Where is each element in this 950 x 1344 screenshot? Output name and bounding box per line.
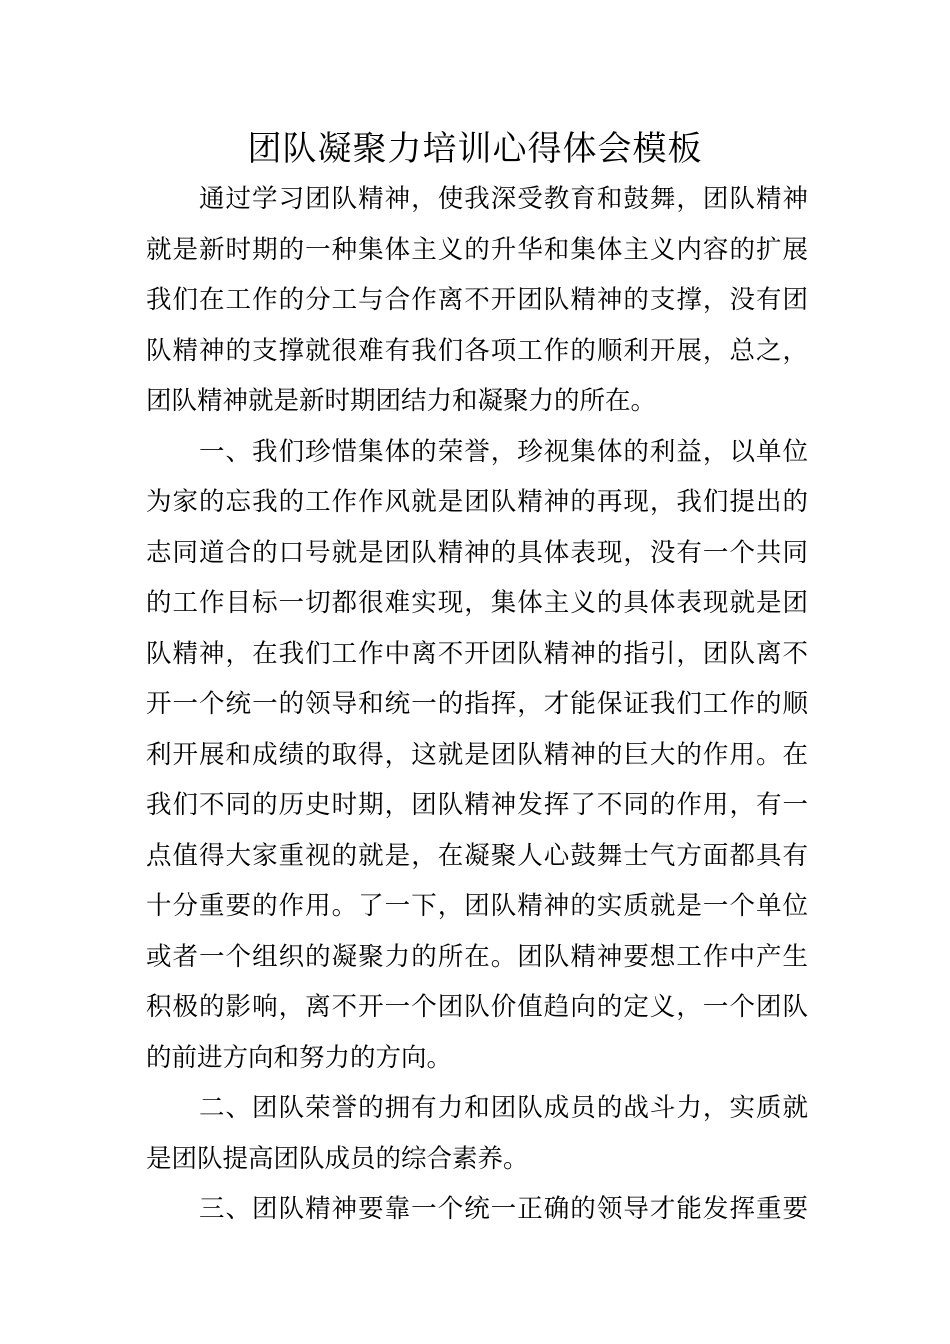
paragraph-line: 通过学习团队精神，使我深受教育和鼓舞，团队精神 xyxy=(199,184,808,214)
paragraph-line: 或者一个组织的凝聚力的所在。团队精神要想工作中产生 xyxy=(146,941,808,972)
paragraph-line: 为家的忘我的工作作风就是团队精神的再现，我们提出的 xyxy=(146,487,808,517)
paragraph-line: 我们不同的历史时期，团队精神发挥了不同的作用，有一 xyxy=(146,790,808,820)
paragraph-line: 志同道合的口号就是团队精神的具体表现，没有一个共同 xyxy=(146,537,808,568)
paragraph-line: 积极的影响，离不开一个团队价值趋向的定义，一个团队 xyxy=(146,992,808,1022)
paragraph-line: 利开展和成绩的取得，这就是团队精神的巨大的作用。在 xyxy=(146,739,808,770)
paragraph-line: 队精神，在我们工作中离不开团队精神的指引，团队离不 xyxy=(146,638,808,669)
paragraph-line: 一、我们珍惜集体的荣誉，珍视集体的利益，以单位 xyxy=(199,436,808,467)
paragraph-line: 十分重要的作用。了一下，团队精神的实质就是一个单位 xyxy=(146,891,808,921)
paragraph-line: 开一个统一的领导和统一的指挥，才能保证我们工作的顺 xyxy=(146,689,808,719)
paragraph-line: 团队精神就是新时期团结力和凝聚力的所在。 xyxy=(146,386,657,416)
paragraph-line: 队精神的支撑就很难有我们各项工作的顺利开展，总之， xyxy=(146,335,808,366)
paragraph-line: 我们在工作的分工与合作离不开团队精神的支撑，没有团 xyxy=(146,285,808,315)
paragraph-line: 的前进方向和努力的方向。 xyxy=(146,1042,453,1073)
paragraph-line: 点值得大家重视的就是，在凝聚人心鼓舞士气方面都具有 xyxy=(146,840,808,871)
paragraph-line: 是团队提高团队成员的综合素养。 xyxy=(146,1143,529,1174)
paragraph-line: 三、团队精神要靠一个统一正确的领导才能发挥重要 xyxy=(199,1194,808,1224)
paragraph-line: 的工作目标一切都很难实现，集体主义的具体表现就是团 xyxy=(146,588,808,618)
paragraph-line: 二、团队荣誉的拥有力和团队成员的战斗力，实质就 xyxy=(199,1093,808,1123)
document-body xyxy=(146,174,808,1235)
document-title: 团队凝聚力培训心得体会模板 xyxy=(247,129,703,169)
paragraph-line: 就是新时期的一种集体主义的升华和集体主义内容的扩展 xyxy=(146,234,808,265)
